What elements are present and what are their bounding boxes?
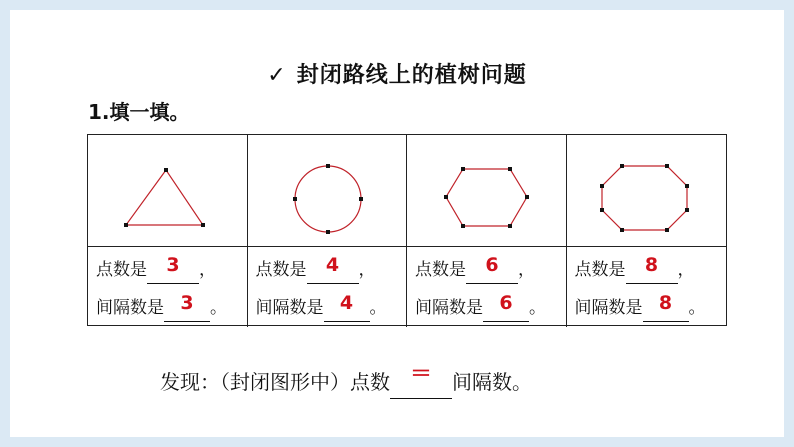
exercise-table (87, 134, 727, 326)
points-blank (466, 254, 518, 284)
intervals-line (575, 289, 727, 327)
points-answer: 4 (325, 254, 340, 276)
intervals-answer: 8 (658, 292, 673, 314)
finding-suffix: 间隔数。 (452, 370, 532, 394)
points-line (575, 251, 727, 289)
section-heading (10, 58, 784, 89)
shape-cell-circle (248, 135, 408, 247)
period: 。 (210, 298, 227, 318)
intervals-line (96, 289, 247, 327)
points-line (96, 251, 247, 289)
intervals-blank (164, 292, 210, 322)
exercise-label: 1.填一填。 (88, 100, 190, 124)
slide (10, 10, 784, 437)
comma: ， (677, 260, 695, 280)
intervals-label: 间隔数是 (96, 298, 164, 318)
points-answer: 8 (644, 254, 659, 276)
hexagon-icon (407, 135, 565, 245)
intervals-blank (483, 292, 529, 322)
answer-cell-triangle (88, 247, 248, 327)
finding-prefix: 发现：（封闭图形中）点数 (160, 370, 390, 394)
period: 。 (529, 298, 546, 318)
shape-cell-triangle (88, 135, 248, 247)
intervals-label: 间隔数是 (255, 298, 324, 318)
intervals-label: 间隔数是 (415, 298, 483, 318)
points-blank (147, 254, 199, 284)
points-blank (307, 254, 359, 284)
intervals-line (256, 289, 407, 327)
checkmark-icon: ✓ (267, 63, 287, 88)
points-answer: 6 (485, 254, 499, 276)
intervals-answer: 6 (499, 292, 513, 314)
answer-cell-circle (248, 247, 408, 327)
answer-cell-octagon (567, 247, 727, 327)
intervals-answer: 3 (180, 292, 194, 314)
octagon-icon (567, 135, 725, 245)
comma: ， (518, 260, 535, 280)
triangle-icon (88, 135, 246, 245)
finding-blank (390, 362, 452, 399)
answer-cell-hexagon (407, 247, 567, 327)
points-label: 点数是 (574, 260, 626, 280)
period: 。 (688, 298, 706, 318)
points-label: 点数是 (255, 260, 307, 280)
points-label: 点数是 (96, 260, 147, 280)
intervals-blank (643, 292, 689, 322)
intervals-line (415, 289, 566, 327)
comma: ， (199, 260, 216, 280)
shape-cell-hexagon (407, 135, 567, 247)
points-blank (626, 254, 678, 284)
intervals-blank (324, 292, 370, 322)
points-line (256, 251, 407, 289)
intervals-label: 间隔数是 (574, 298, 643, 318)
points-answer: 3 (166, 254, 180, 276)
comma: ， (358, 260, 376, 280)
period: 。 (369, 298, 387, 318)
finding-answer: ＝ (409, 362, 432, 387)
points-line (415, 251, 566, 289)
points-label: 点数是 (415, 260, 466, 280)
finding-sentence (160, 362, 532, 399)
intervals-answer: 4 (339, 292, 354, 314)
circle-icon (248, 135, 406, 245)
shape-cell-octagon (567, 135, 727, 247)
section-title: 封闭路线上的植树问题 (296, 63, 527, 88)
